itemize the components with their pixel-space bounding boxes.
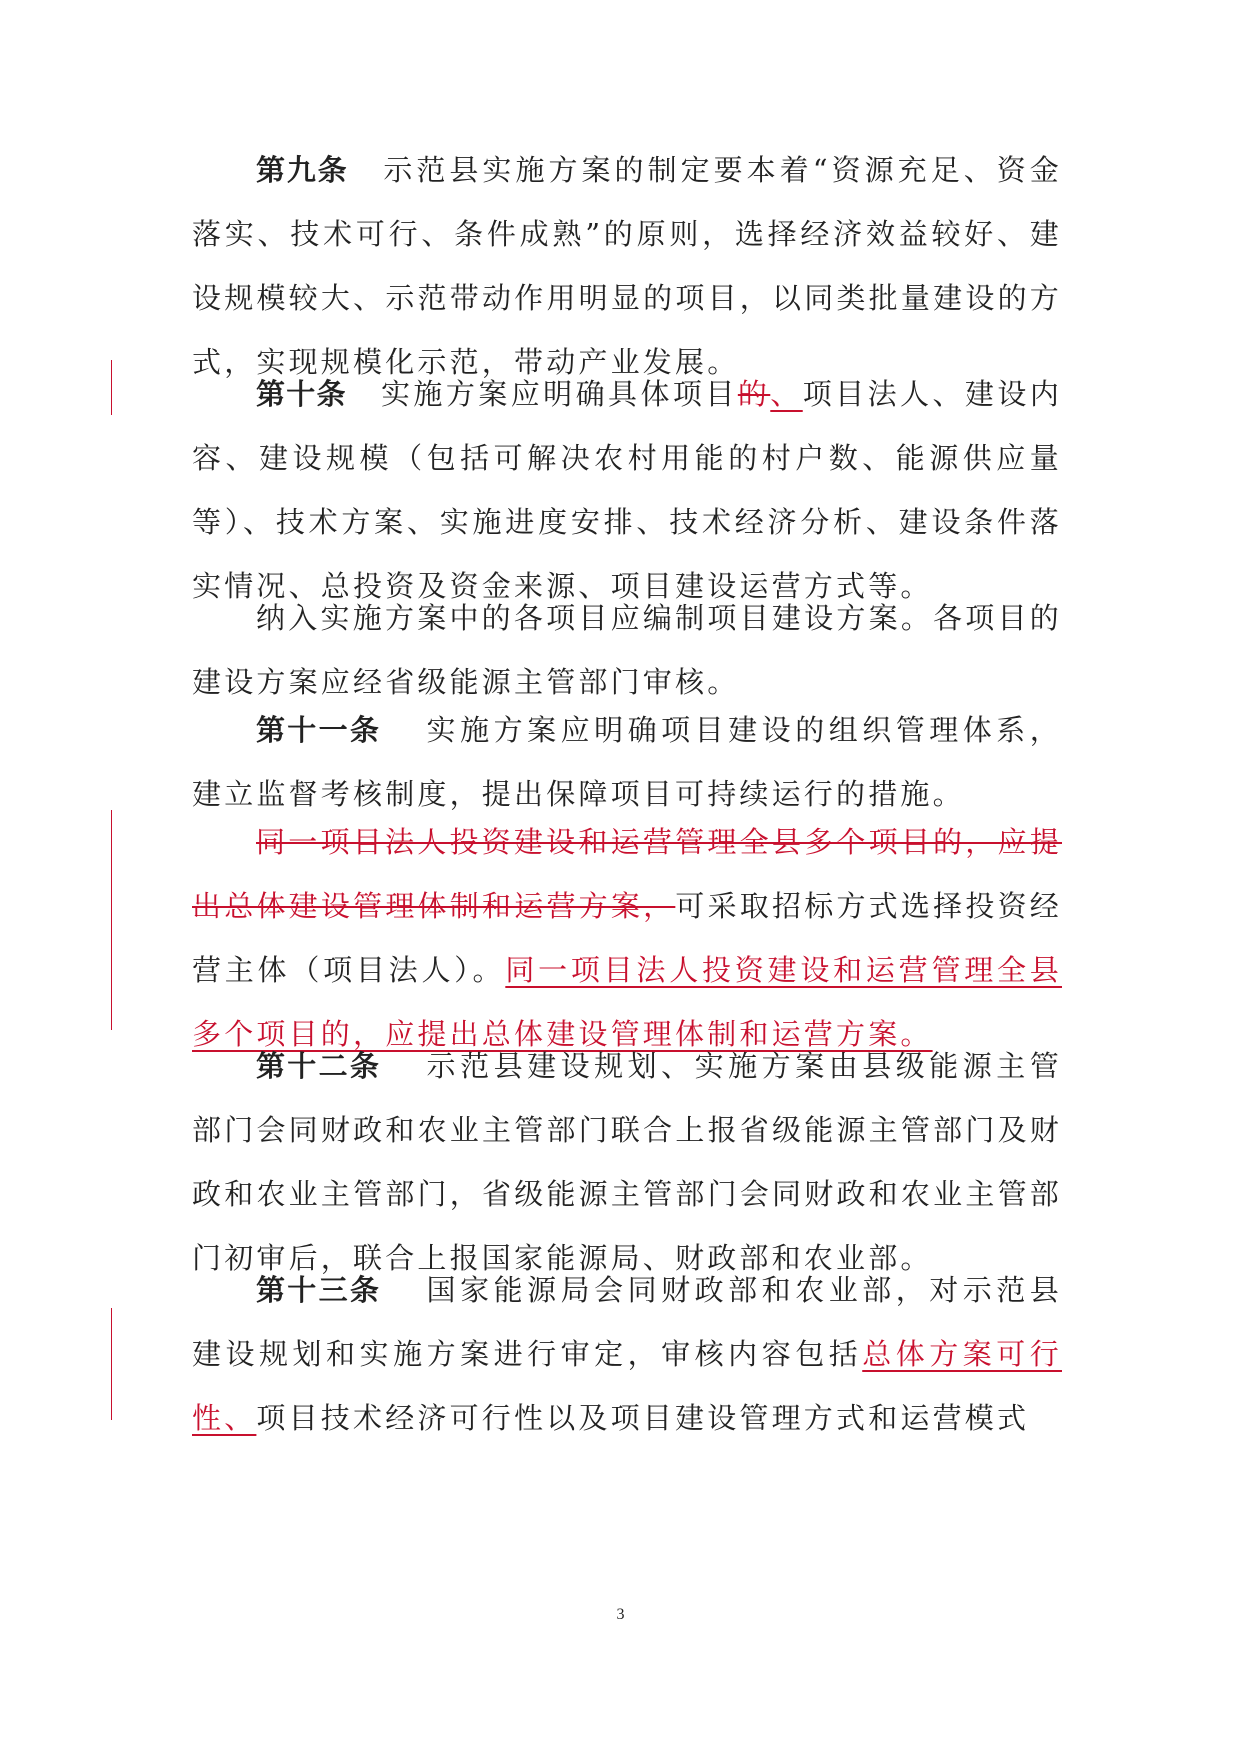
revision-change-bar <box>111 360 112 415</box>
article-13-label: 第十三条 <box>256 1273 382 1307</box>
article-12-text: 示范县建设规划、实施方案由县级能源主管部门会同财政和农业主管部门联合上报省级能源主管部门及财政和农业主管部门，省级能源主管部门会同财政和农业主管部门初审后，联合上报国家能源局、财政部和农业部。 <box>192 1049 1062 1275</box>
article-12-label: 第十二条 <box>256 1049 382 1083</box>
article-10-paragraph-2 <box>192 586 1062 714</box>
revision-change-bar <box>111 810 112 1030</box>
article-12-paragraph <box>192 1034 1062 1290</box>
article-13-inserted-text: 总体方案可行性、 <box>192 1337 1062 1435</box>
article-11-paragraph-2 <box>192 810 1062 1066</box>
article-13-paragraph <box>192 1258 1062 1450</box>
article-11-p2-text: 可采取招标方式选择投资经营主体（项目法人）。 <box>192 889 1062 987</box>
article-13-text-a: 国家能源局会同财政部和农业部，对示范县建设规划和实施方案进行审定，审核内容包括 <box>192 1273 1062 1371</box>
article-10-p2-text: 纳入实施方案中的各项目应编制项目建设方案。各项目的建设方案应经省级能源主管部门审核。 <box>192 601 1062 699</box>
article-10-label: 第十条 <box>256 377 347 411</box>
article-11-label: 第十一条 <box>256 713 382 747</box>
article-10-deleted-text: 的 <box>737 377 771 411</box>
article-11-text: 实施方案应明确项目建设的组织管理体系，建立监督考核制度，提出保障项目可持续运行的措施。 <box>192 713 1062 811</box>
article-13-text-b: 项目技术经济可行性以及项目建设管理方式和运营模式 <box>256 1401 1030 1435</box>
article-10-text-a: 实施方案应明确具体项目 <box>380 377 738 411</box>
page-number: 3 <box>616 1606 625 1623</box>
article-10-paragraph <box>192 362 1062 618</box>
article-11-deleted-text: 同一项目法人投资建设和运营管理全县多个项目的，应提出总体建设管理体制和运营方案， <box>192 825 1062 923</box>
article-9-label: 第九条 <box>256 153 349 187</box>
article-11-paragraph <box>192 698 1062 826</box>
article-9-text: 示范县实施方案的制定要本着“资源充足、资金落实、技术可行、条件成熟”的原则，选择经济效益较好、建设规模较大、示范带动作用明显的项目，以同类批量建设的方式，实现规模化示范，带动产业发展。 <box>192 153 1062 379</box>
article-10-inserted-text: 、 <box>770 377 803 411</box>
article-9-paragraph <box>192 138 1062 394</box>
article-11-inserted-text: 同一项目法人投资建设和运营管理全县多个项目的，应提出总体建设管理体制和运营方案。 <box>192 953 1062 1051</box>
article-10-text-b: 项目法人、建设内容、建设规模（包括可解决农村用能的村户数、能源供应量等）、技术方案、实施进度安排、技术经济分析、建设条件落实情况、总投资及资金来源、项目建设运营方式等。 <box>192 377 1063 603</box>
revision-change-bar <box>111 1308 112 1420</box>
